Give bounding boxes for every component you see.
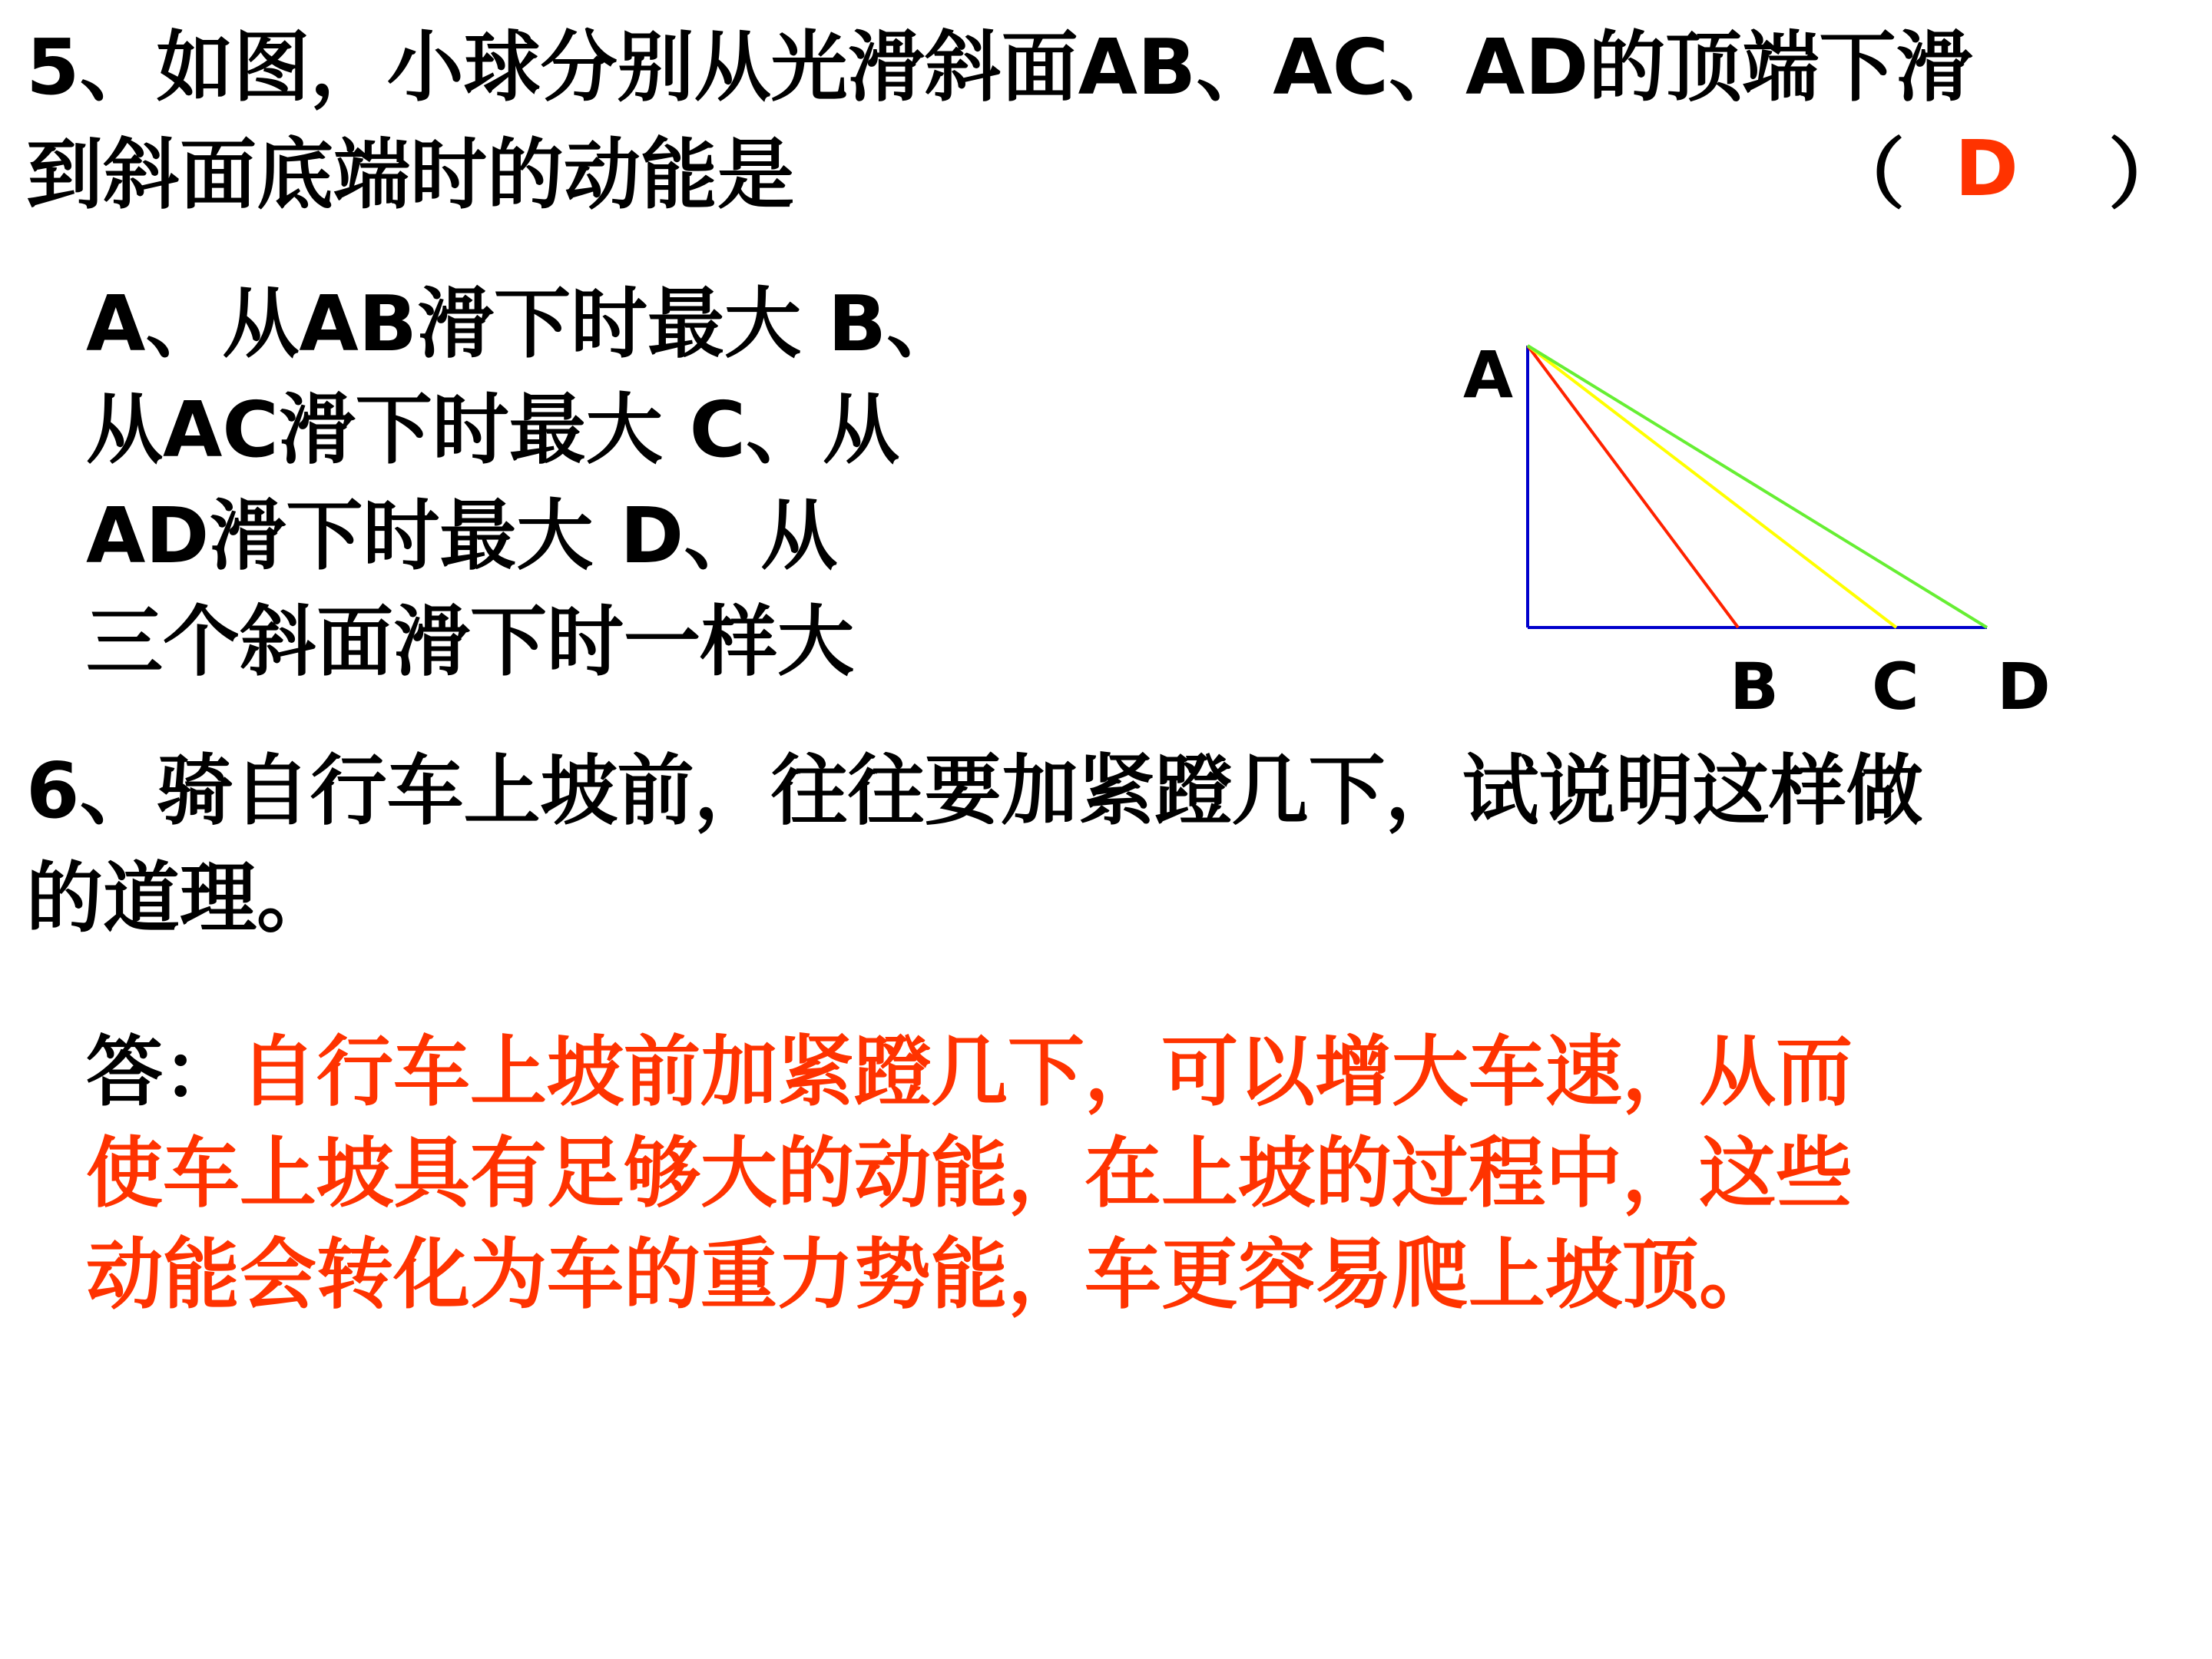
answer6-text-1: 自行车上坡前加紧蹬几下，可以增大车速，从而 bbox=[240, 1027, 1853, 1117]
answer6-line1 bbox=[86, 1022, 1853, 1123]
answer6-prefix: 答： bbox=[86, 1027, 240, 1117]
incline-ac bbox=[1528, 346, 1896, 628]
q5-line2: 到斜面底端时的动能是 bbox=[26, 130, 794, 220]
q5-line1: 5、如图，小球分别从光滑斜面AB、AC、AD的顶端下滑 bbox=[26, 22, 1973, 112]
q6-line2: 的道理。 bbox=[26, 853, 333, 943]
q5-option-line-1: A、从AB滑下时最大 B、 bbox=[86, 279, 964, 369]
incline-ab bbox=[1528, 346, 1738, 628]
q5-paren-close: ） bbox=[2108, 130, 2185, 220]
label-b: B bbox=[1730, 649, 1780, 724]
answer6-line2: 使车上坡具有足够大的动能，在上坡的过程中，这些 bbox=[86, 1128, 1853, 1218]
label-c: C bbox=[1872, 649, 1919, 724]
q5-option-line-4: 三个斜面滑下时一样大 bbox=[86, 597, 854, 687]
q5-paren-open: （ bbox=[1828, 130, 1905, 220]
label-a: A bbox=[1463, 337, 1514, 412]
q5-option-line-2: 从AC滑下时最大 C、从 bbox=[86, 385, 899, 475]
incline-ad bbox=[1528, 346, 1987, 628]
answer6-line3: 动能会转化为车的重力势能，车更容易爬上坡顶。 bbox=[86, 1230, 1776, 1320]
q5-answer: D bbox=[1955, 124, 2019, 214]
q6-line1: 6、骑自行车上坡前，往往要加紧蹬几下，试说明这样做 bbox=[26, 746, 1923, 836]
q5-option-line-3: AD滑下时最大 D、从 bbox=[86, 491, 838, 581]
label-d: D bbox=[1997, 649, 2051, 724]
